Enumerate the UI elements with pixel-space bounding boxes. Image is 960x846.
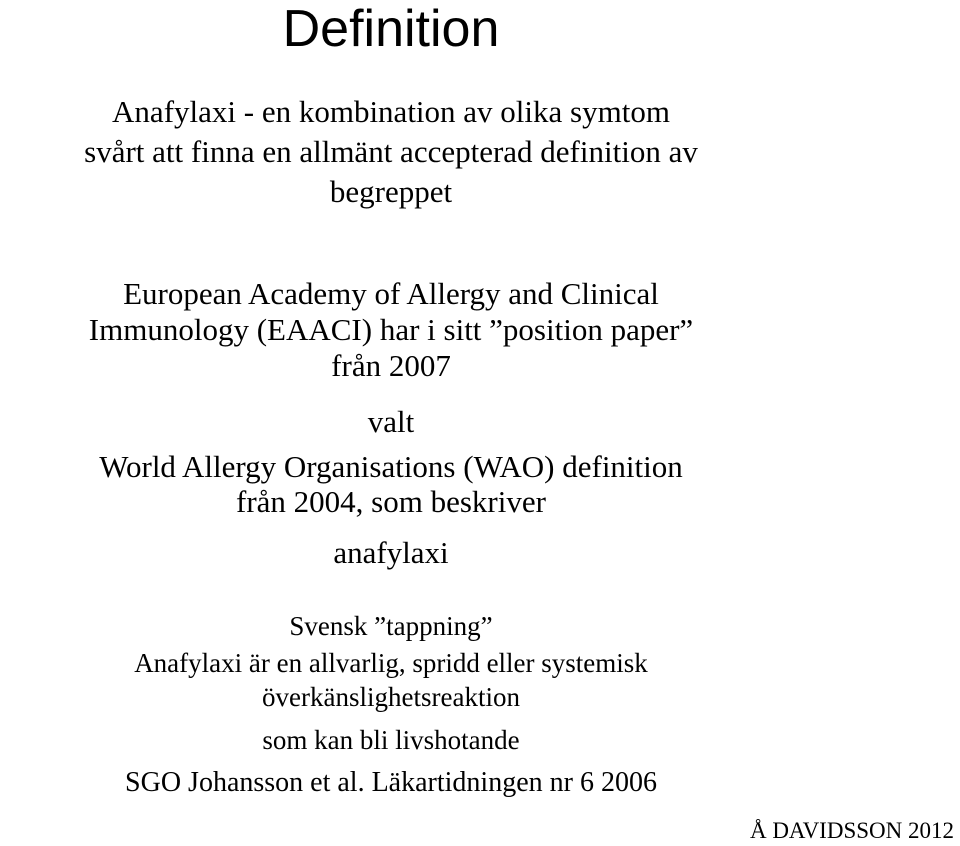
valt-text: valt	[367, 404, 415, 439]
wao-line-2: från 2004, som beskriver	[236, 484, 546, 519]
intro-line-3: begreppet	[329, 174, 453, 209]
definition-text	[0, 646, 782, 714]
reference-text: SGO Johansson et al. Läkartidningen nr 6 2006	[125, 767, 657, 798]
eaaci-text	[0, 276, 782, 384]
intro-line-1: Anafylaxi - en kombination av olika symtom	[112, 94, 670, 129]
eaaci-line-2: Immunology (EAACI) har i sitt ”position paper”	[88, 312, 694, 347]
author-credit: Å DAVIDSSON 2012	[749, 818, 954, 843]
livshotande-text: som kan bli livshotande	[262, 725, 520, 755]
intro-line-2: svårt att finna en allmänt accepterad definition av	[84, 134, 698, 169]
anafylaxi-text: anafylaxi	[333, 535, 449, 570]
wao-text	[0, 449, 782, 519]
eaaci-line-3: från 2007	[331, 348, 451, 383]
slide-title: Definition	[282, 0, 500, 58]
svensk-tappning-text: Svensk ”tappning”	[289, 611, 493, 641]
wao-line-1: World Allergy Organisations (WAO) definition	[99, 449, 683, 484]
eaaci-line-1: European Academy of Allergy and Clinical	[123, 276, 659, 311]
intro-text	[0, 92, 782, 212]
definition-line-2: överkänslighetsreaktion	[262, 682, 520, 712]
definition-line-1: Anafylaxi är en allvarlig, spridd eller systemisk	[134, 648, 648, 678]
